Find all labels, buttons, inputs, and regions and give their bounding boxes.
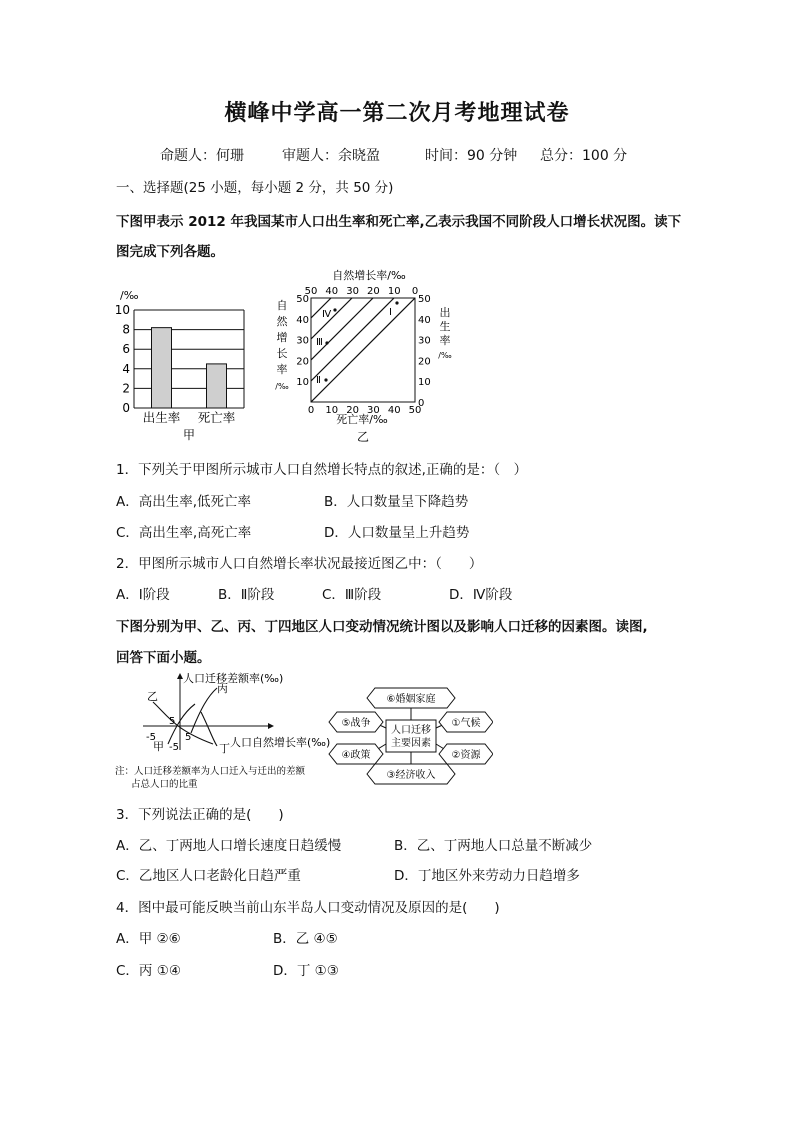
stage-bottom-tick: 10 <box>325 405 339 416</box>
stage-chart-yi <box>272 266 462 446</box>
migration-chart <box>113 668 335 796</box>
migration-note-line2: 占总人口的比重 <box>131 779 198 790</box>
stage-right-tick: 50 <box>418 294 431 305</box>
stage-label-iii: Ⅲ <box>316 337 323 348</box>
stage-right-tick: 0 <box>418 398 425 409</box>
stage-left-tick: 10 <box>296 377 309 389</box>
migration-tick-ym5: -5 <box>169 742 179 753</box>
stage-left-tick: 40 <box>296 314 309 326</box>
factor-resource: ②资源 <box>451 750 481 761</box>
migration-y-label: 人口迁移差额率(‰) <box>183 672 284 685</box>
stage-bottom-tick: 50 <box>408 405 422 416</box>
q1-option-d[interactable]: D．人口数量呈上升趋势 <box>324 525 470 541</box>
bar-ylabel: /‰ <box>120 289 139 302</box>
author-label: 命题人：何珊 <box>160 148 244 164</box>
stage-bottom-tick: 40 <box>387 405 401 416</box>
stage-left-label-char: /‰ <box>275 382 289 391</box>
q1-option-b[interactable]: B．人口数量呈下降趋势 <box>324 494 469 510</box>
stage-point-ii <box>324 378 327 381</box>
stage-top-tick: 30 <box>346 286 359 297</box>
q1-stem: 1．下列关于甲图所示城市人口自然增长特点的叙述,正确的是：（ ） <box>116 462 528 478</box>
intro2-line2: 回答下面小题。 <box>116 650 211 666</box>
page-title: 横峰中学高一第二次月考地理试卷 <box>224 101 570 126</box>
q2-option-c[interactable]: C．Ⅲ阶段 <box>322 587 382 603</box>
intro2-line1: 下图分别为甲、乙、丙、丁四地区人口变动情况统计图以及影响人口迁移的因素图。读图, <box>116 619 648 635</box>
time-label: 时间：90 分钟 <box>425 148 518 164</box>
bar-caption: 甲 <box>182 428 196 442</box>
curve-label-jia: 甲 <box>153 740 164 753</box>
migration-tick-y5: 5 <box>169 716 176 727</box>
q2-stem: 2．甲图所示城市人口自然增长率状况最接近图乙中：（ ） <box>116 556 483 572</box>
q3-option-b[interactable]: B．乙、丁两地人口总量不断减少 <box>394 838 593 854</box>
q4-option-b[interactable]: B．乙 ④⑤ <box>273 931 338 947</box>
bar-chart-jia <box>112 285 262 445</box>
factor-policy: ④政策 <box>341 750 371 761</box>
stage-right-tick: 30 <box>418 335 431 347</box>
stage-left-tick: 30 <box>296 335 309 347</box>
bar-ytick-label: 4 <box>122 361 130 376</box>
stage-left-label-char: 然 <box>276 315 288 328</box>
stage-top-label: 自然增长率/‰ <box>332 269 406 282</box>
factor-diagram <box>327 682 493 788</box>
q4-option-c[interactable]: C．丙 ①④ <box>116 963 181 979</box>
intro1-line1: 下图甲表示 2012 年我国某市人口出生率和死亡率,乙表示我国不同阶段人口增长状况图。读下 <box>116 214 682 230</box>
curve-ding <box>201 712 217 746</box>
q4-stem: 4．图中最可能反映当前山东半岛人口变动情况及原因的是( ) <box>116 900 500 916</box>
stage-label-ii: Ⅱ <box>316 375 321 386</box>
stage-bottom-tick: 30 <box>367 405 380 416</box>
stage-left-label-char: 增 <box>276 331 288 344</box>
stage-label-i: Ⅰ <box>389 307 392 318</box>
q4-option-d[interactable]: D．丁 ①③ <box>273 963 339 979</box>
bar-birth <box>152 328 172 408</box>
bar-ytick-label: 8 <box>122 322 130 337</box>
stage-bottom-tick: 20 <box>346 405 359 416</box>
q1-option-c[interactable]: C．高出生率,高死亡率 <box>116 525 252 541</box>
migration-x-label: 人口自然增长率(‰) <box>230 736 331 749</box>
stage-right-tick: 20 <box>418 356 431 368</box>
bar-death <box>207 364 227 408</box>
stage-label-iv: Ⅳ <box>322 309 332 320</box>
curve-label-bing: 丙 <box>217 682 228 695</box>
stage-left-tick: 50 <box>296 294 309 305</box>
stage-top-tick: 40 <box>325 286 339 297</box>
migration-tick-x5: 5 <box>185 732 192 743</box>
stage-right-label-char: 率 <box>439 334 451 347</box>
stage-right-tick: 10 <box>418 377 431 389</box>
factor-center-line1: 人口迁移 <box>391 725 431 736</box>
factor-war: ⑤战争 <box>341 718 371 729</box>
q2-option-b[interactable]: B．Ⅱ阶段 <box>218 587 275 603</box>
q2-option-d[interactable]: D．Ⅳ阶段 <box>449 587 513 603</box>
migration-tick-xm5: -5 <box>146 732 156 743</box>
score-label: 总分：100 分 <box>540 148 628 164</box>
curve-label-ding: 丁 <box>219 742 230 755</box>
stage-top-tick: 10 <box>387 286 401 297</box>
stage-point-i <box>395 301 398 304</box>
stage-point-iii <box>325 341 328 344</box>
stage-right-label-char: /‰ <box>438 351 452 360</box>
curve-yi <box>153 702 213 744</box>
migration-note-line1: 注：人口迁移差额率为人口迁入与迁出的差额 <box>115 766 306 777</box>
factor-climate: ①气候 <box>451 718 481 729</box>
stage-left-tick: 20 <box>296 356 309 368</box>
q3-option-c[interactable]: C．乙地区人口老龄化日趋严重 <box>116 868 301 884</box>
intro1-line2: 图完成下列各题。 <box>116 244 224 260</box>
stage-left-label-char: 自 <box>276 299 288 312</box>
reviewer-label: 审题人：余晓盈 <box>282 148 380 164</box>
stage-point-iv <box>333 308 336 311</box>
bar-xtick-label: 出生率 <box>142 410 181 425</box>
stage-top-tick: 0 <box>411 286 419 297</box>
bar-ytick-label: 0 <box>122 401 130 415</box>
stage-right-label-char: 生 <box>439 320 451 333</box>
factor-marriage: ⑥婚姻家庭 <box>386 694 436 705</box>
bar-ytick-label: 10 <box>114 303 130 317</box>
bar-ytick-label: 2 <box>122 381 130 396</box>
stage-top-tick: 20 <box>367 286 380 297</box>
stage-bottom-tick: 0 <box>307 405 315 416</box>
stage-right-tick: 40 <box>418 314 431 326</box>
stage-top-tick: 50 <box>304 286 318 297</box>
q4-option-a[interactable]: A．甲 ②⑥ <box>116 931 181 947</box>
curve-label-yi: 乙 <box>147 690 158 703</box>
stage-left-label-char: 率 <box>276 363 288 376</box>
bar-xtick-label: 死亡率 <box>197 410 236 425</box>
stage-diag-30 <box>311 298 352 339</box>
q3-stem: 3．下列说法正确的是( ) <box>116 807 284 823</box>
stage-caption: 乙 <box>356 430 370 444</box>
q2-option-a[interactable]: A．Ⅰ阶段 <box>116 587 170 603</box>
stage-right-label-char: 出 <box>439 306 451 319</box>
stage-left-label-char: 长 <box>276 347 288 360</box>
factor-center-line2: 主要因素 <box>391 738 431 749</box>
factor-income: ③经济收入 <box>386 770 436 781</box>
stage-xlabel: 死亡率/‰ <box>336 413 388 426</box>
q3-option-a[interactable]: A．乙、丁两地人口增长速度日趋缓慢 <box>116 838 342 854</box>
bar-ytick-label: 6 <box>122 342 130 357</box>
q3-option-d[interactable]: D．丁地区外来劳动力日趋增多 <box>394 868 580 884</box>
q1-option-a[interactable]: A．高出生率,低死亡率 <box>116 494 252 510</box>
section-heading: 一、选择题(25 小题，每小题 2 分，共 50 分) <box>116 180 394 196</box>
